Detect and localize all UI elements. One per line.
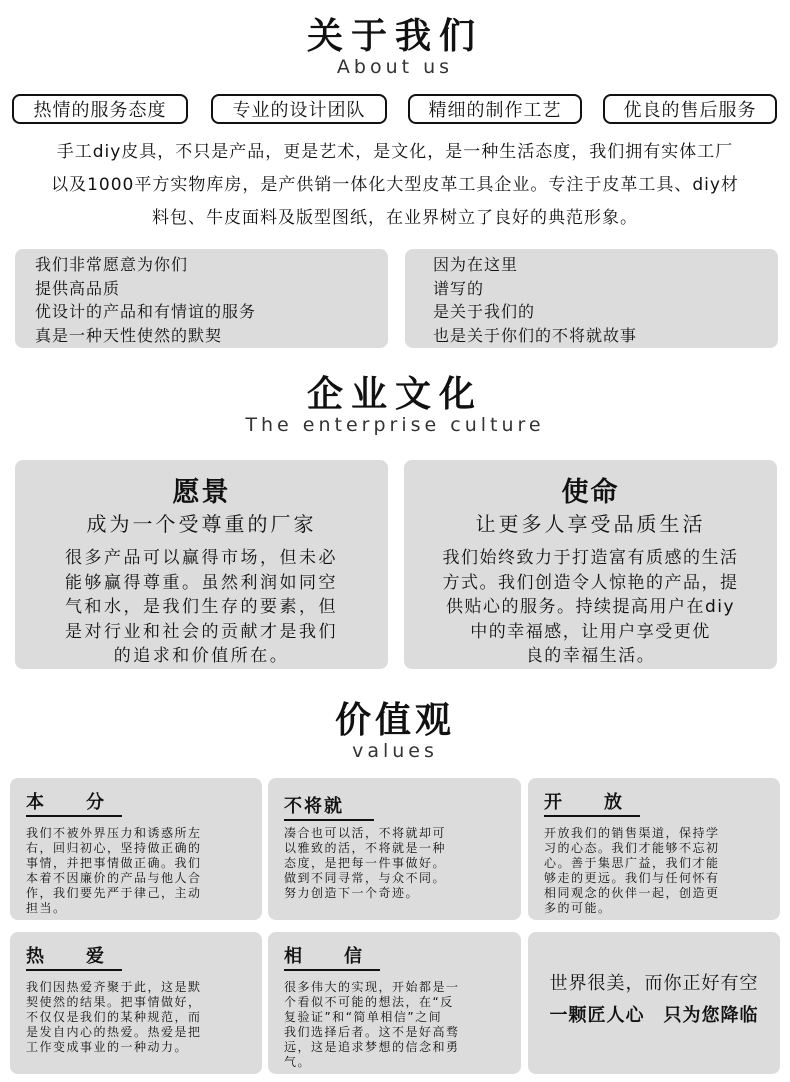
intro-line: 手工diy皮具，不只是产品，更是艺术，是文化，是一种生活态度，我们拥有实体工厂 xyxy=(56,142,734,162)
value-card-title: 热 爱 xyxy=(26,946,106,967)
value-line: 个看似不可能的想法，在“反 xyxy=(284,995,454,1009)
title-underline xyxy=(284,969,380,971)
value-line: 远，这是追求梦想的信念和勇 xyxy=(284,1040,460,1054)
value-card-title: 本 分 xyxy=(26,792,106,813)
culture-subtitle: The enterprise culture xyxy=(245,414,545,436)
box-line: 是关于我们的 xyxy=(433,302,536,321)
value-line: 很多伟大的实现，开始都是一 xyxy=(284,980,460,994)
vision-card xyxy=(15,460,388,669)
about-box-right xyxy=(405,249,778,348)
mission-line: 我们始终致力于打造富有质感的生活 xyxy=(442,548,739,568)
value-card-text xyxy=(26,826,248,916)
title-underline xyxy=(26,969,122,971)
vision-line: 很多产品可以赢得市场，但未必 xyxy=(65,548,338,568)
vision-line: 是对行业和社会的贡献才是我们 xyxy=(65,621,338,642)
mission-card xyxy=(404,460,777,669)
box-line: 因为在这里 xyxy=(433,255,519,274)
value-line: 事情，并把事情做正确。我们 xyxy=(26,856,202,870)
value-card-passion xyxy=(10,932,262,1074)
value-line: 凑合也可以活，不将就却可 xyxy=(284,826,447,840)
about-intro xyxy=(20,136,770,235)
box-line: 提供高品质 xyxy=(35,278,121,298)
slogan-line-2: 一颗匠人心 只为您降临 xyxy=(549,1005,759,1026)
value-card-title: 开 放 xyxy=(544,792,624,813)
tag-craftsmanship: 精细的制作工艺 xyxy=(408,94,582,124)
title-underline xyxy=(26,815,122,817)
tag-design-team: 专业的设计团队 xyxy=(211,94,387,124)
value-card-title: 相 信 xyxy=(284,946,364,967)
value-line: 是发自内心的热爱。热爱是把 xyxy=(26,1025,202,1039)
vision-title: 愿景 xyxy=(172,477,231,508)
value-line: 多的可能。 xyxy=(544,901,612,915)
box-line: 真是一种天性使然的默契 xyxy=(35,325,223,345)
value-line: 右，回归初心，坚持做正确的 xyxy=(26,841,202,855)
value-line: 契使然的结果。把事情做好， xyxy=(26,995,202,1009)
value-line: 我们选择后者。这不是好高骛 xyxy=(284,1025,460,1039)
about-title: 关于我们 xyxy=(306,16,483,57)
value-card-belief xyxy=(268,932,521,1074)
tag-service-attitude: 热情的服务态度 xyxy=(12,94,188,124)
vision-line: 气和水，是我们生存的要素，但 xyxy=(65,597,338,617)
vision-line: 的追求和价值所在。 xyxy=(113,646,290,666)
value-line: 以雅致的活，不将就是一种 xyxy=(284,841,447,855)
about-subtitle: About us xyxy=(336,56,454,78)
value-card-text xyxy=(284,826,507,901)
tag-after-sales: 优良的售后服务 xyxy=(603,94,777,124)
value-line: 我们因热爱齐聚于此，这是默 xyxy=(26,980,202,994)
value-line: 作，我们要先严于律己，主动 xyxy=(26,886,202,900)
value-line: 本着不因廉价的产品与他人合 xyxy=(26,871,202,885)
intro-line: 料包、牛皮面料及版型图纸，在业界树立了良好的典范形象。 xyxy=(152,208,638,228)
values-title: 价值观 xyxy=(334,700,455,741)
value-card-openness xyxy=(528,778,780,920)
value-card-text xyxy=(284,980,507,1070)
title-underline xyxy=(284,819,374,821)
value-card-title: 不将就 xyxy=(284,796,344,817)
value-card-no-compromise xyxy=(268,778,521,920)
vision-subtitle: 成为一个受尊重的厂家 xyxy=(86,512,317,536)
value-line: 态度，是把每一件事做好。 xyxy=(284,856,447,870)
value-line: 气。 xyxy=(284,1055,312,1069)
about-box-left xyxy=(15,249,388,348)
value-line: 相同观念的伙伴一起，创造更 xyxy=(544,886,720,900)
box-line: 优设计的产品和有情谊的服务 xyxy=(35,302,257,321)
values-subtitle: values xyxy=(352,740,438,762)
mission-line: 中的幸福感，让用户享受更优 xyxy=(470,621,711,642)
value-line: 开放我们的销售渠道，保持学 xyxy=(544,826,720,840)
slogan-line-1: 世界很美，而你正好有空 xyxy=(549,973,759,994)
mission-title: 使命 xyxy=(561,477,620,508)
value-line: 不仅仅是我们的某种规范，而 xyxy=(26,1010,202,1024)
value-line: 努力创造下一个奇迹。 xyxy=(284,886,420,900)
mission-line: 供贴心的服务。持续提高用户在diy xyxy=(445,597,736,617)
mission-line: 方式。我们创造令人惊艳的产品，提 xyxy=(442,572,739,593)
mission-subtitle: 让更多人享受品质生活 xyxy=(475,512,706,536)
value-line: 担当。 xyxy=(26,901,67,915)
mission-line: 良的幸福生活。 xyxy=(525,646,656,666)
value-card-text xyxy=(26,980,248,1055)
value-line: 复验证”和“简单相信”之间 xyxy=(284,1010,443,1024)
value-card-duty xyxy=(10,778,262,920)
title-underline xyxy=(544,815,640,817)
value-line: 我们不被外界压力和诱惑所左 xyxy=(26,826,202,840)
culture-title: 企业文化 xyxy=(306,374,483,415)
box-line: 我们非常愿意为你们 xyxy=(35,255,189,274)
value-line: 够走的更远。我们与任何怀有 xyxy=(544,871,720,885)
box-line: 谱写的 xyxy=(433,278,485,298)
mission-text xyxy=(404,546,777,669)
intro-line: 以及1000平方实物库房，是产供销一体化大型皮革工具企业。专注于皮革工具、diy材 xyxy=(51,175,739,195)
slogan-card xyxy=(528,932,780,1074)
value-line: 习的心态。我们才能够不忘初 xyxy=(544,841,720,855)
box-line: 也是关于你们的不将就故事 xyxy=(433,325,638,345)
value-line: 做到不同寻常，与众不同。 xyxy=(284,871,447,885)
value-line: 心。善于集思广益，我们才能 xyxy=(544,856,720,870)
vision-line: 能够赢得尊重。虽然利润如同空 xyxy=(65,572,338,593)
vision-text xyxy=(15,546,388,669)
value-card-text xyxy=(544,826,766,916)
value-line: 工作变成事业的一种动力。 xyxy=(26,1040,189,1054)
